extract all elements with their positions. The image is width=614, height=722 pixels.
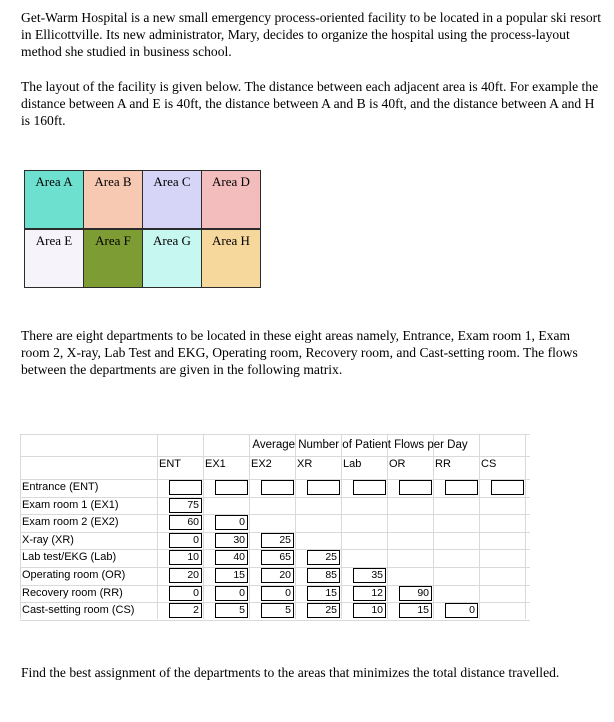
column-header-xr: XR [297, 458, 313, 470]
gridline-v [249, 434, 250, 619]
flow-cell: 25 [261, 533, 294, 548]
gridline-h [20, 434, 530, 435]
gridline-v [479, 434, 480, 619]
gridline-v [295, 434, 296, 619]
gridline-v [341, 434, 342, 619]
flow-cell: 0 [445, 603, 478, 618]
flow-cell: 35 [353, 568, 386, 583]
empty-header-cell [445, 480, 478, 495]
column-header-ex1: EX1 [205, 458, 226, 470]
row-label: Recovery room (RR) [22, 586, 123, 599]
flow-cell: 30 [215, 533, 248, 548]
area-f: Area F [84, 230, 143, 288]
row-label: Entrance (ENT) [22, 481, 99, 493]
row-label: Exam room 2 (EX2) [22, 516, 119, 529]
area-g: Area G [143, 230, 202, 288]
flow-cell: 5 [261, 603, 294, 618]
flow-cell: 0 [169, 586, 202, 601]
flow-cell: 90 [399, 586, 432, 601]
flow-cell: 25 [307, 603, 340, 618]
area-a: Area A [25, 171, 84, 229]
flow-cell: 20 [169, 568, 202, 583]
area-layout-bottom-row [24, 229, 261, 288]
gridline-h [20, 456, 530, 457]
flow-cell: 5 [215, 603, 248, 618]
flow-cell: 10 [353, 603, 386, 618]
flow-cell: 65 [261, 550, 294, 565]
flow-cell: 0 [261, 586, 294, 601]
row-label: Cast-setting room (CS) [22, 604, 135, 617]
flow-cell: 15 [399, 603, 432, 618]
column-header-or: OR [389, 458, 406, 470]
empty-header-cell [307, 480, 340, 495]
gridline-h [20, 620, 530, 621]
empty-header-cell [399, 480, 432, 495]
empty-header-cell [491, 480, 524, 495]
column-header-rr: RR [435, 458, 451, 470]
empty-header-cell [353, 480, 386, 495]
gridline-v [20, 434, 21, 619]
intro-paragraph-2: The layout of the facility is given below. The distance between each adjacent area is 40ft. For example the distance between A and E is 40ft, the distance between A and B is 40ft, and the distance between A and H is 160ft. [21, 79, 599, 128]
flow-matrix-title: Average Number of Patient Flows per Day [252, 439, 468, 451]
area-d: Area D [202, 171, 261, 229]
flow-cell: 40 [215, 550, 248, 565]
gridline-h [20, 514, 530, 515]
flow-cell: 2 [169, 603, 202, 618]
row-label: X-ray (XR) [22, 533, 74, 546]
empty-header-cell [169, 480, 202, 495]
column-header-ent: ENT [159, 458, 181, 470]
empty-header-cell [261, 480, 294, 495]
column-header-lab: Lab [343, 458, 362, 470]
gridline-h [20, 497, 530, 498]
area-layout-top-row [24, 170, 261, 229]
intro-paragraph-3: There are eight departments to be located in these eight areas namely, Entrance, Exam room 1, Exam room 2, X-ray, Lab Test and EKG, Operating room, Recovery room, and Cast-setting room. The flows between the departments are given in the following matrix. [21, 328, 578, 377]
row-label: Operating room (OR) [22, 569, 126, 581]
empty-header-cell [215, 480, 248, 495]
flow-cell: 25 [307, 550, 340, 565]
column-header-ex2: EX2 [251, 458, 272, 470]
flow-cell: 20 [261, 568, 294, 583]
row-label: Exam room 1 (EX1) [22, 498, 119, 511]
area-c: Area C [143, 171, 202, 229]
intro-paragraph-4: Find the best assignment of the departments to the areas that minimizes the total distance travelled. [21, 665, 560, 680]
flow-cell: 12 [353, 586, 386, 601]
area-h: Area H [202, 230, 261, 288]
flow-cell: 85 [307, 568, 340, 583]
flow-cell: 75 [169, 498, 202, 513]
area-b: Area B [84, 171, 143, 229]
row-label: Lab test/EKG (Lab) [22, 551, 117, 564]
intro-paragraph-1: Get-Warm Hospital is a new small emergency process-oriented facility to be located in a popular ski resort in Ellicottville. Its new administrator, Mary, decides to organize the hospital using the process-layout method she studied in business school. [21, 10, 601, 59]
gridline-v [157, 434, 158, 619]
flow-cell: 15 [215, 568, 248, 583]
gridline-v [433, 434, 434, 619]
area-e: Area E [25, 230, 84, 288]
gridline-v [387, 434, 388, 619]
flow-cell: 0 [215, 586, 248, 601]
flow-cell: 0 [169, 533, 202, 548]
gridline-v [203, 434, 204, 619]
flow-cell: 0 [215, 515, 248, 530]
column-header-cs: CS [481, 458, 497, 470]
flow-cell: 60 [169, 515, 202, 530]
flow-cell: 10 [169, 550, 202, 565]
flow-cell: 15 [307, 586, 340, 601]
gridline-v [525, 434, 526, 619]
